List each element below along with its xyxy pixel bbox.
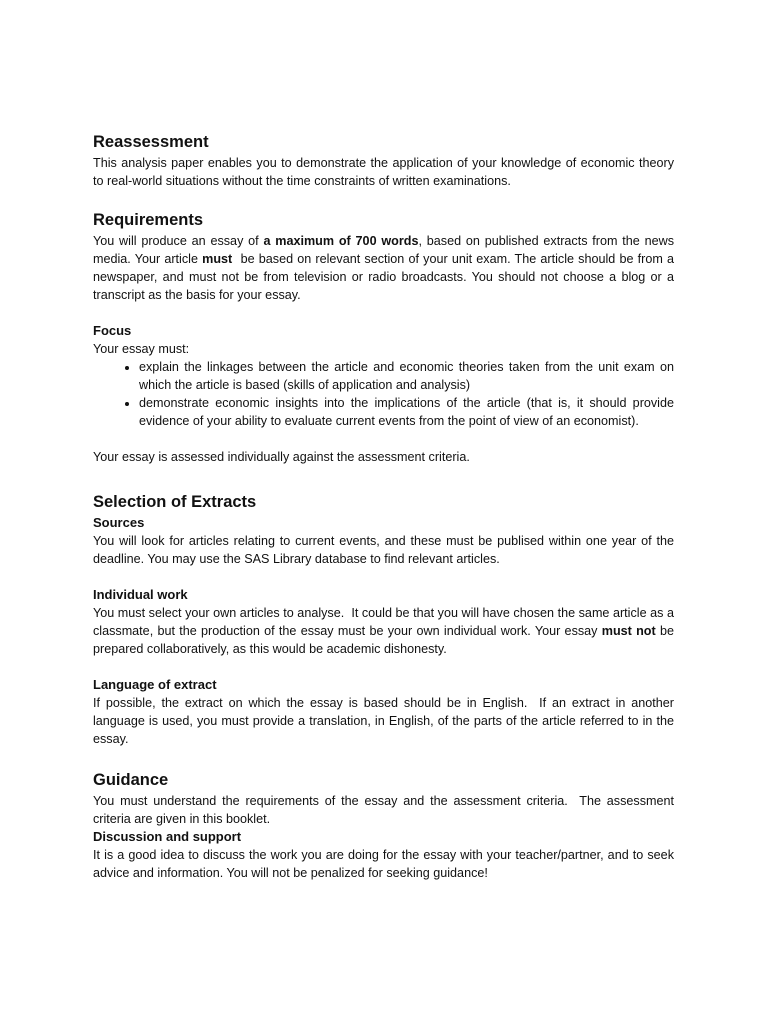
guidance-heading: Guidance bbox=[93, 771, 169, 789]
sources-paragraph: You will look for articles relating to current events, and these must be publised within one year of the deadline. You may use the SAS Library database to find relevant articles. bbox=[93, 534, 674, 566]
focus-bullet-item: • explain the linkages between the article and economic theories taken from the unit exam on which the article is based (skills of application and analysis) bbox=[139, 358, 674, 394]
requirements-text-1: You will produce an essay of bbox=[93, 234, 264, 248]
discussion-heading: Discussion and support bbox=[93, 829, 242, 844]
selection-heading: Selection of Extracts bbox=[93, 493, 257, 511]
requirements-heading: Requirements bbox=[93, 211, 204, 229]
language-paragraph: If possible, the extract on which the essay is based should be in English. If an extract in another language is used, you must provide a translation, in English, of the parts of the article referred to in the essay. bbox=[93, 696, 678, 746]
requirements-text-2: , based on published extracts from the news media. Your article bbox=[93, 234, 674, 266]
focus-bullet-list bbox=[93, 358, 674, 430]
individual-must-not: must not bbox=[601, 624, 656, 638]
document-body bbox=[93, 130, 678, 882]
focus-closing: Your essay is assessed individually against the assessment criteria. bbox=[93, 450, 470, 464]
requirements-paragraph bbox=[93, 232, 678, 304]
reassessment-heading: Reassessment bbox=[93, 133, 209, 151]
focus-intro: Your essay must: bbox=[93, 342, 190, 356]
sources-heading: Sources bbox=[93, 515, 145, 530]
individual-text-2: be prepared collaboratively, as this would be academic dishonesty. bbox=[93, 624, 674, 656]
guidance-paragraph: You must understand the requirements of the essay and the assessment criteria. The assessment criteria are given in this booklet. bbox=[93, 794, 678, 826]
requirements-text-3: be based on relevant section of your unit exam. The article should be from a newspaper, and must not be from television or radio broadcasts. You should not choose a blog or a transcript as the basis for your essay. bbox=[93, 252, 678, 302]
individual-work-paragraph bbox=[93, 604, 678, 658]
requirements-must: must bbox=[202, 252, 233, 266]
discussion-paragraph: It is a good idea to discuss the work you are doing for the essay with your teacher/partner, and to seek advice and information. You will not be penalized for seeking guidance! bbox=[93, 848, 674, 880]
focus-heading: Focus bbox=[93, 323, 132, 338]
reassessment-paragraph: This analysis paper enables you to demonstrate the application of your knowledge of economic theory to real-world situations without the time constraints of written examinations. bbox=[93, 156, 674, 188]
individual-work-heading: Individual work bbox=[93, 587, 188, 602]
individual-text-1: You must select your own articles to analyse. It could be that you will have chosen the same article as a classmate, but the production of the essay must be your own individual work. Your essay bbox=[93, 606, 678, 638]
focus-bullet-item: • demonstrate economic insights into the implications of the article (that is, it should provide evidence of your ability to evaluate current events from the point of view of an economist). bbox=[139, 394, 674, 430]
requirements-word-limit: a maximum of 700 words bbox=[263, 234, 419, 248]
language-heading: Language of extract bbox=[93, 677, 217, 692]
